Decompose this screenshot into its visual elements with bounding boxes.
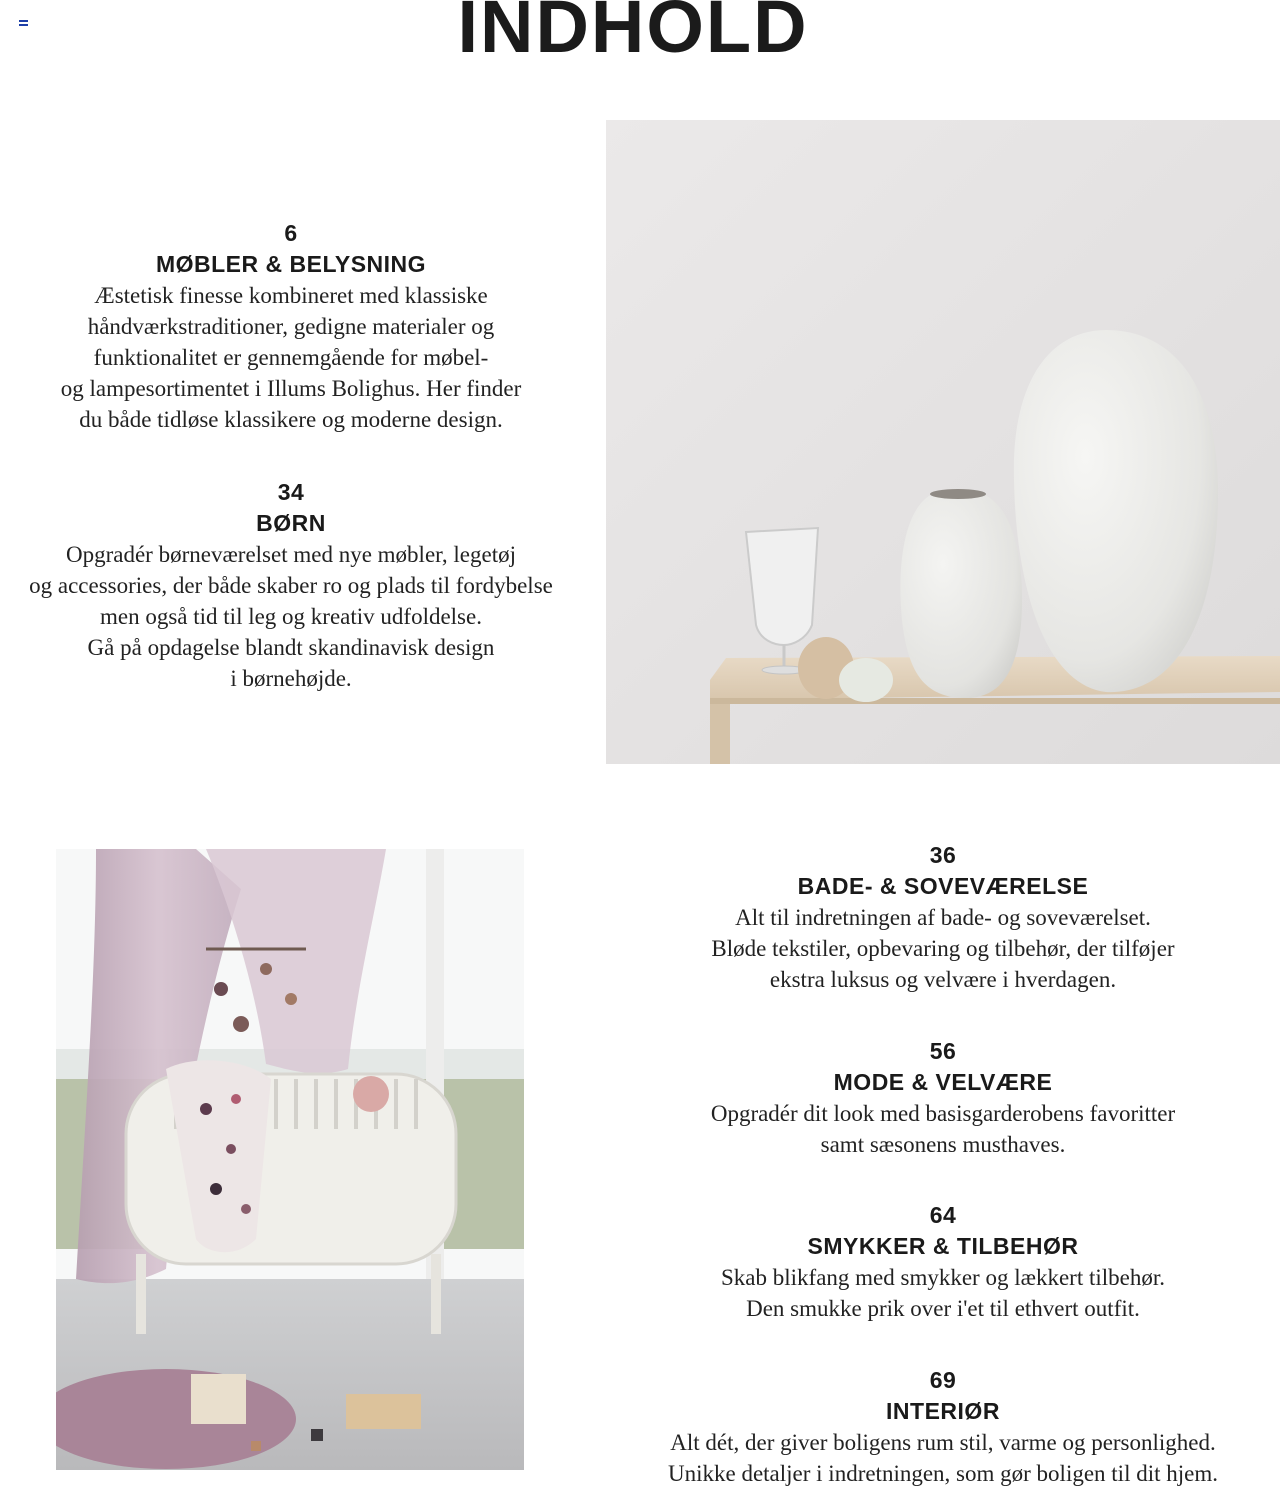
kids-room-illustration	[56, 849, 524, 1470]
description-line: Unikke detaljer i indretningen, som gør boligen til dit hjem.	[668, 1461, 1218, 1486]
description-line: og accessories, der både skaber ro og plads til fordybelse	[29, 573, 553, 598]
section-description	[0, 539, 582, 694]
section-heading: SMYKKER & TILBEHØR	[807, 1233, 1079, 1259]
vases-photo	[606, 120, 1280, 764]
section-heading: MODE & VELVÆRE	[833, 1069, 1053, 1095]
section-page-number: 64	[929, 1202, 957, 1228]
section-heading: BADE- & SOVEVÆRELSE	[797, 873, 1089, 899]
description-line: Den smukke prik over i'et til ethvert outfit.	[746, 1296, 1140, 1321]
page-title: INDHOLD	[457, 0, 809, 68]
toc-section-bath-bedroom[interactable]	[606, 840, 1280, 995]
description-line: Bløde tekstiler, opbevaring og tilbehør, der tilføjer	[711, 936, 1175, 961]
section-description	[606, 902, 1280, 995]
description-line: Opgradér dit look med basisgarderobens favoritter	[710, 1101, 1176, 1126]
section-page-number: 56	[929, 1038, 957, 1064]
description-line: du både tidløse klassikere og moderne design.	[79, 407, 503, 432]
toc-section-furniture[interactable]	[0, 218, 582, 435]
section-page-number: 69	[929, 1367, 957, 1393]
toc-section-fashion[interactable]	[606, 1036, 1280, 1160]
kids-room-photo	[56, 849, 524, 1470]
description-line: ekstra luksus og velvære i hverdagen.	[769, 967, 1117, 992]
description-line: Alt til indretningen af bade- og soveværelset.	[735, 905, 1151, 930]
section-heading: MØBLER & BELYSNING	[155, 251, 427, 277]
description-line: håndværkstraditioner, gedigne materialer og	[87, 314, 495, 339]
section-page-number: 34	[277, 479, 305, 505]
description-line: Opgradér børneværelset med nye møbler, legetøj	[66, 542, 516, 567]
toc-section-interior[interactable]	[606, 1365, 1280, 1489]
section-description	[606, 1262, 1280, 1324]
section-page-number: 6	[284, 220, 298, 246]
description-line: Skab blikfang med smykker og lækkert tilbehør.	[721, 1265, 1165, 1290]
vases-illustration	[606, 120, 1280, 764]
description-line: i børnehøjde.	[230, 666, 352, 691]
section-description	[0, 280, 582, 435]
section-heading: INTERIØR	[886, 1398, 1000, 1424]
toc-section-kids[interactable]	[0, 477, 582, 694]
description-line: Æstetisk finesse kombineret med klassiske	[94, 283, 488, 308]
section-description	[606, 1098, 1280, 1160]
section-page-number: 36	[929, 842, 957, 868]
description-line: funktionalitet er gennemgående for møbel-	[93, 345, 489, 370]
description-line: samt sæsonens musthaves.	[820, 1132, 1066, 1157]
section-description	[606, 1427, 1280, 1489]
section-heading: BØRN	[256, 510, 326, 536]
description-line: Gå på opdagelse blandt skandinavisk design	[87, 635, 495, 660]
description-line: og lampesortimentet i Illums Bolighus. Her finder	[60, 376, 522, 401]
toc-section-jewelry[interactable]	[606, 1200, 1280, 1324]
description-line: men også tid til leg og kreativ udfoldelse.	[100, 604, 482, 629]
description-line: Alt dét, der giver boligens rum stil, varme og personlighed.	[670, 1430, 1216, 1455]
